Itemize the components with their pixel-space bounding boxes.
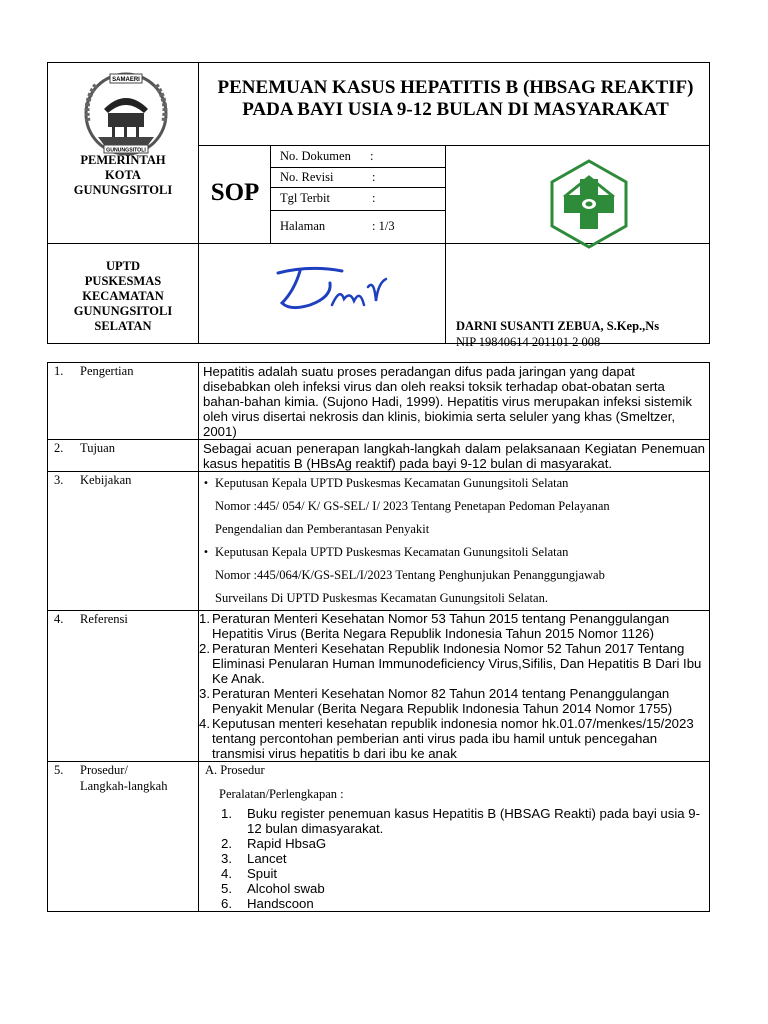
policy-item-cont: Nomor :445/064/K/GS-SEL/I/2023 Tentang Penghunjukan Penanggungjawab: [215, 568, 605, 582]
unit-line: GUNUNGSITOLI: [73, 304, 173, 318]
section-tujuan: [48, 440, 710, 472]
gov-line: GUNUNGSITOLI: [73, 183, 173, 197]
unit-line: PUSKESMAS: [84, 274, 162, 288]
procedure-heading: A. Prosedur: [205, 763, 265, 777]
section-number: 5.: [54, 763, 64, 777]
tool-text: Rapid HbsaG: [247, 836, 327, 851]
signature: [270, 261, 400, 321]
divider: [270, 210, 445, 211]
tool-number: 4.: [221, 866, 232, 881]
section-pengertian: [48, 363, 710, 440]
government-name: [48, 153, 198, 198]
document-title: PENEMUAN KASUS HEPATITIS B (HBSAG REAKTIF) PADA BAYI USIA 9-12 BULAN DI MASYARAKAT: [217, 77, 694, 120]
tool-text: Spuit: [247, 866, 278, 881]
gov-line: PEMERINTAH: [80, 153, 166, 167]
divider: [198, 63, 199, 343]
tool-item: [199, 836, 709, 851]
meta-label: Tgl Terbit: [280, 191, 330, 205]
city-emblem-logo: [78, 71, 174, 157]
tool-number: 5.: [221, 881, 232, 896]
divider: [270, 145, 271, 243]
tool-text: Handscoon: [247, 896, 314, 911]
sop-header: [47, 62, 710, 349]
reference-item: [199, 686, 709, 716]
divider: [445, 145, 446, 343]
divider: [270, 187, 445, 188]
meta-label: Halaman: [280, 219, 326, 233]
unit-name: [48, 259, 198, 334]
meta-value: :: [372, 191, 376, 205]
tool-text: Alcohol swab: [247, 881, 325, 896]
policy-list: [199, 472, 709, 610]
tool-item: [199, 851, 709, 866]
tools-list: [199, 806, 709, 911]
emblem-bottom-text: GUNUNGSITOLI: [106, 147, 146, 154]
sop-label: SOP: [210, 179, 260, 206]
unit-line: SELATAN: [94, 319, 152, 333]
reference-text: Keputusan menteri kesehatan republik indonesia nomor hk.01.07/menkes/15/2023 tentang percontohan pemberian anti virus pada ibu hamil untuk pencegahan transmisi virus hepatitis b dari ibu ke anak: [212, 716, 694, 761]
signer-nip: NIP 19840614 201101 2 008: [456, 335, 601, 349]
section-text: Sebagai acuan penerapan langkah-langkah dalam pelaksanaan Kegiatan Penemuan kasus hepatitis B (HBsAg reaktif) pada bayi 9-12 bulan di masyarakat.: [203, 441, 705, 471]
divider: [270, 167, 445, 168]
reference-item: [199, 641, 709, 686]
reference-item: [199, 716, 709, 761]
section-number: 1.: [54, 364, 64, 378]
section-number: 4.: [54, 612, 64, 626]
unit-line: KECAMATAN: [82, 289, 164, 303]
divider: [198, 145, 709, 146]
tool-number: 6.: [221, 896, 232, 911]
emblem-top-text: SAMAERI: [112, 77, 140, 83]
policy-item-cont: Pengendalian dan Pemberantasan Penyakit: [215, 522, 430, 536]
tool-item: [199, 896, 709, 911]
sop-content-table: [47, 362, 710, 912]
policy-item-cont: Nomor :445/ 054/ K/ GS-SEL/ I/ 2023 Tentang Penetapan Pedoman Pelayanan: [215, 499, 610, 513]
meta-value: : 1/3: [372, 219, 395, 233]
reference-text: Peraturan Menteri Kesehatan Nomor 82 Tahun 2014 tentang Penanggulangan Penyakit Menular (Berita Negara Republik Indonesia Tahun 2014 Nomor 1755): [212, 686, 673, 716]
section-prosedur: [48, 762, 710, 912]
section-label: Kebijakan: [80, 473, 132, 487]
puskesmas-logo: [550, 159, 628, 249]
section-number: 2.: [54, 441, 64, 455]
tool-number: 1.: [221, 806, 232, 821]
section-number: 3.: [54, 473, 64, 487]
signer-block: [456, 318, 659, 350]
meta-value: :: [370, 149, 374, 163]
signer-name: DARNI SUSANTI ZEBUA, S.Kep.,Ns: [456, 319, 660, 333]
tool-text: Lancet: [247, 851, 287, 866]
section-label: Pengertian: [80, 364, 134, 378]
unit-line: UPTD: [105, 259, 141, 273]
reference-number: 2.: [199, 641, 210, 656]
gov-line: KOTA: [105, 168, 141, 182]
tool-item: [199, 881, 709, 896]
policy-item: • Keputusan Kepala UPTD Puskesmas Kecamatan Gunungsitoli Selatan: [199, 541, 709, 564]
reference-number: 3.: [199, 686, 210, 701]
tool-number: 2.: [221, 836, 232, 851]
section-label: Referensi: [80, 612, 128, 626]
policy-item: • Keputusan Kepala UPTD Puskesmas Kecamatan Gunungsitoli Selatan: [199, 472, 709, 495]
meta-value: :: [372, 170, 376, 184]
tool-item: [199, 806, 709, 836]
policy-item-cont: Surveilans Di UPTD Puskesmas Kecamatan Gunungsitoli Selatan.: [215, 591, 548, 605]
reference-number: 1.: [199, 611, 210, 626]
tools-title: Peralatan/Perlengkapan :: [219, 787, 344, 801]
reference-number: 4.: [199, 716, 210, 731]
meta-label: No. Revisi: [280, 170, 334, 184]
section-label: Langkah-langkah: [80, 779, 168, 793]
section-referensi: [48, 611, 710, 762]
reference-text: Peraturan Menteri Kesehatan Nomor 53 Tahun 2015 tentang Penanggulangan Hepatitis Virus (Berita Negara Republik Indonesia Tahun 2015 Nomor 1126): [212, 611, 670, 641]
section-kebijakan: [48, 472, 710, 611]
section-text: Hepatitis adalah suatu proses peradangan difus pada jaringan yang dapat disebabkan oleh infeksi virus dan oleh reaksi toksik terhadap obat-obatan serta bahan-bahan kimia. (Sujono Hadi, 1999). Hepatitis virus merupakan infeksi sistemik oleh virus disertai nekrosis dan klinis, biokimia serta seluler yang khas (Smeltzer, 2001): [203, 364, 692, 439]
tool-item: [199, 866, 709, 881]
reference-item: [199, 611, 709, 641]
reference-list: [199, 611, 709, 761]
tool-number: 3.: [221, 851, 232, 866]
section-label: Tujuan: [80, 441, 115, 455]
meta-label: No. Dokumen: [280, 149, 351, 163]
section-label: Prosedur/: [80, 763, 128, 777]
tool-text: Buku register penemuan kasus Hepatitis B (HBSAG Reakti) pada bayi usia 9-12 bulan dimasyarakat.: [247, 806, 700, 836]
reference-text: Peraturan Menteri Kesehatan Republik Indonesia Nomor 52 Tahun 2017 Tentang Eliminasi Penularan Human Immunodeficiency Virus,Sifilis, Dan Hepatitis B Dari Ibu Ke Anak.: [212, 641, 702, 686]
